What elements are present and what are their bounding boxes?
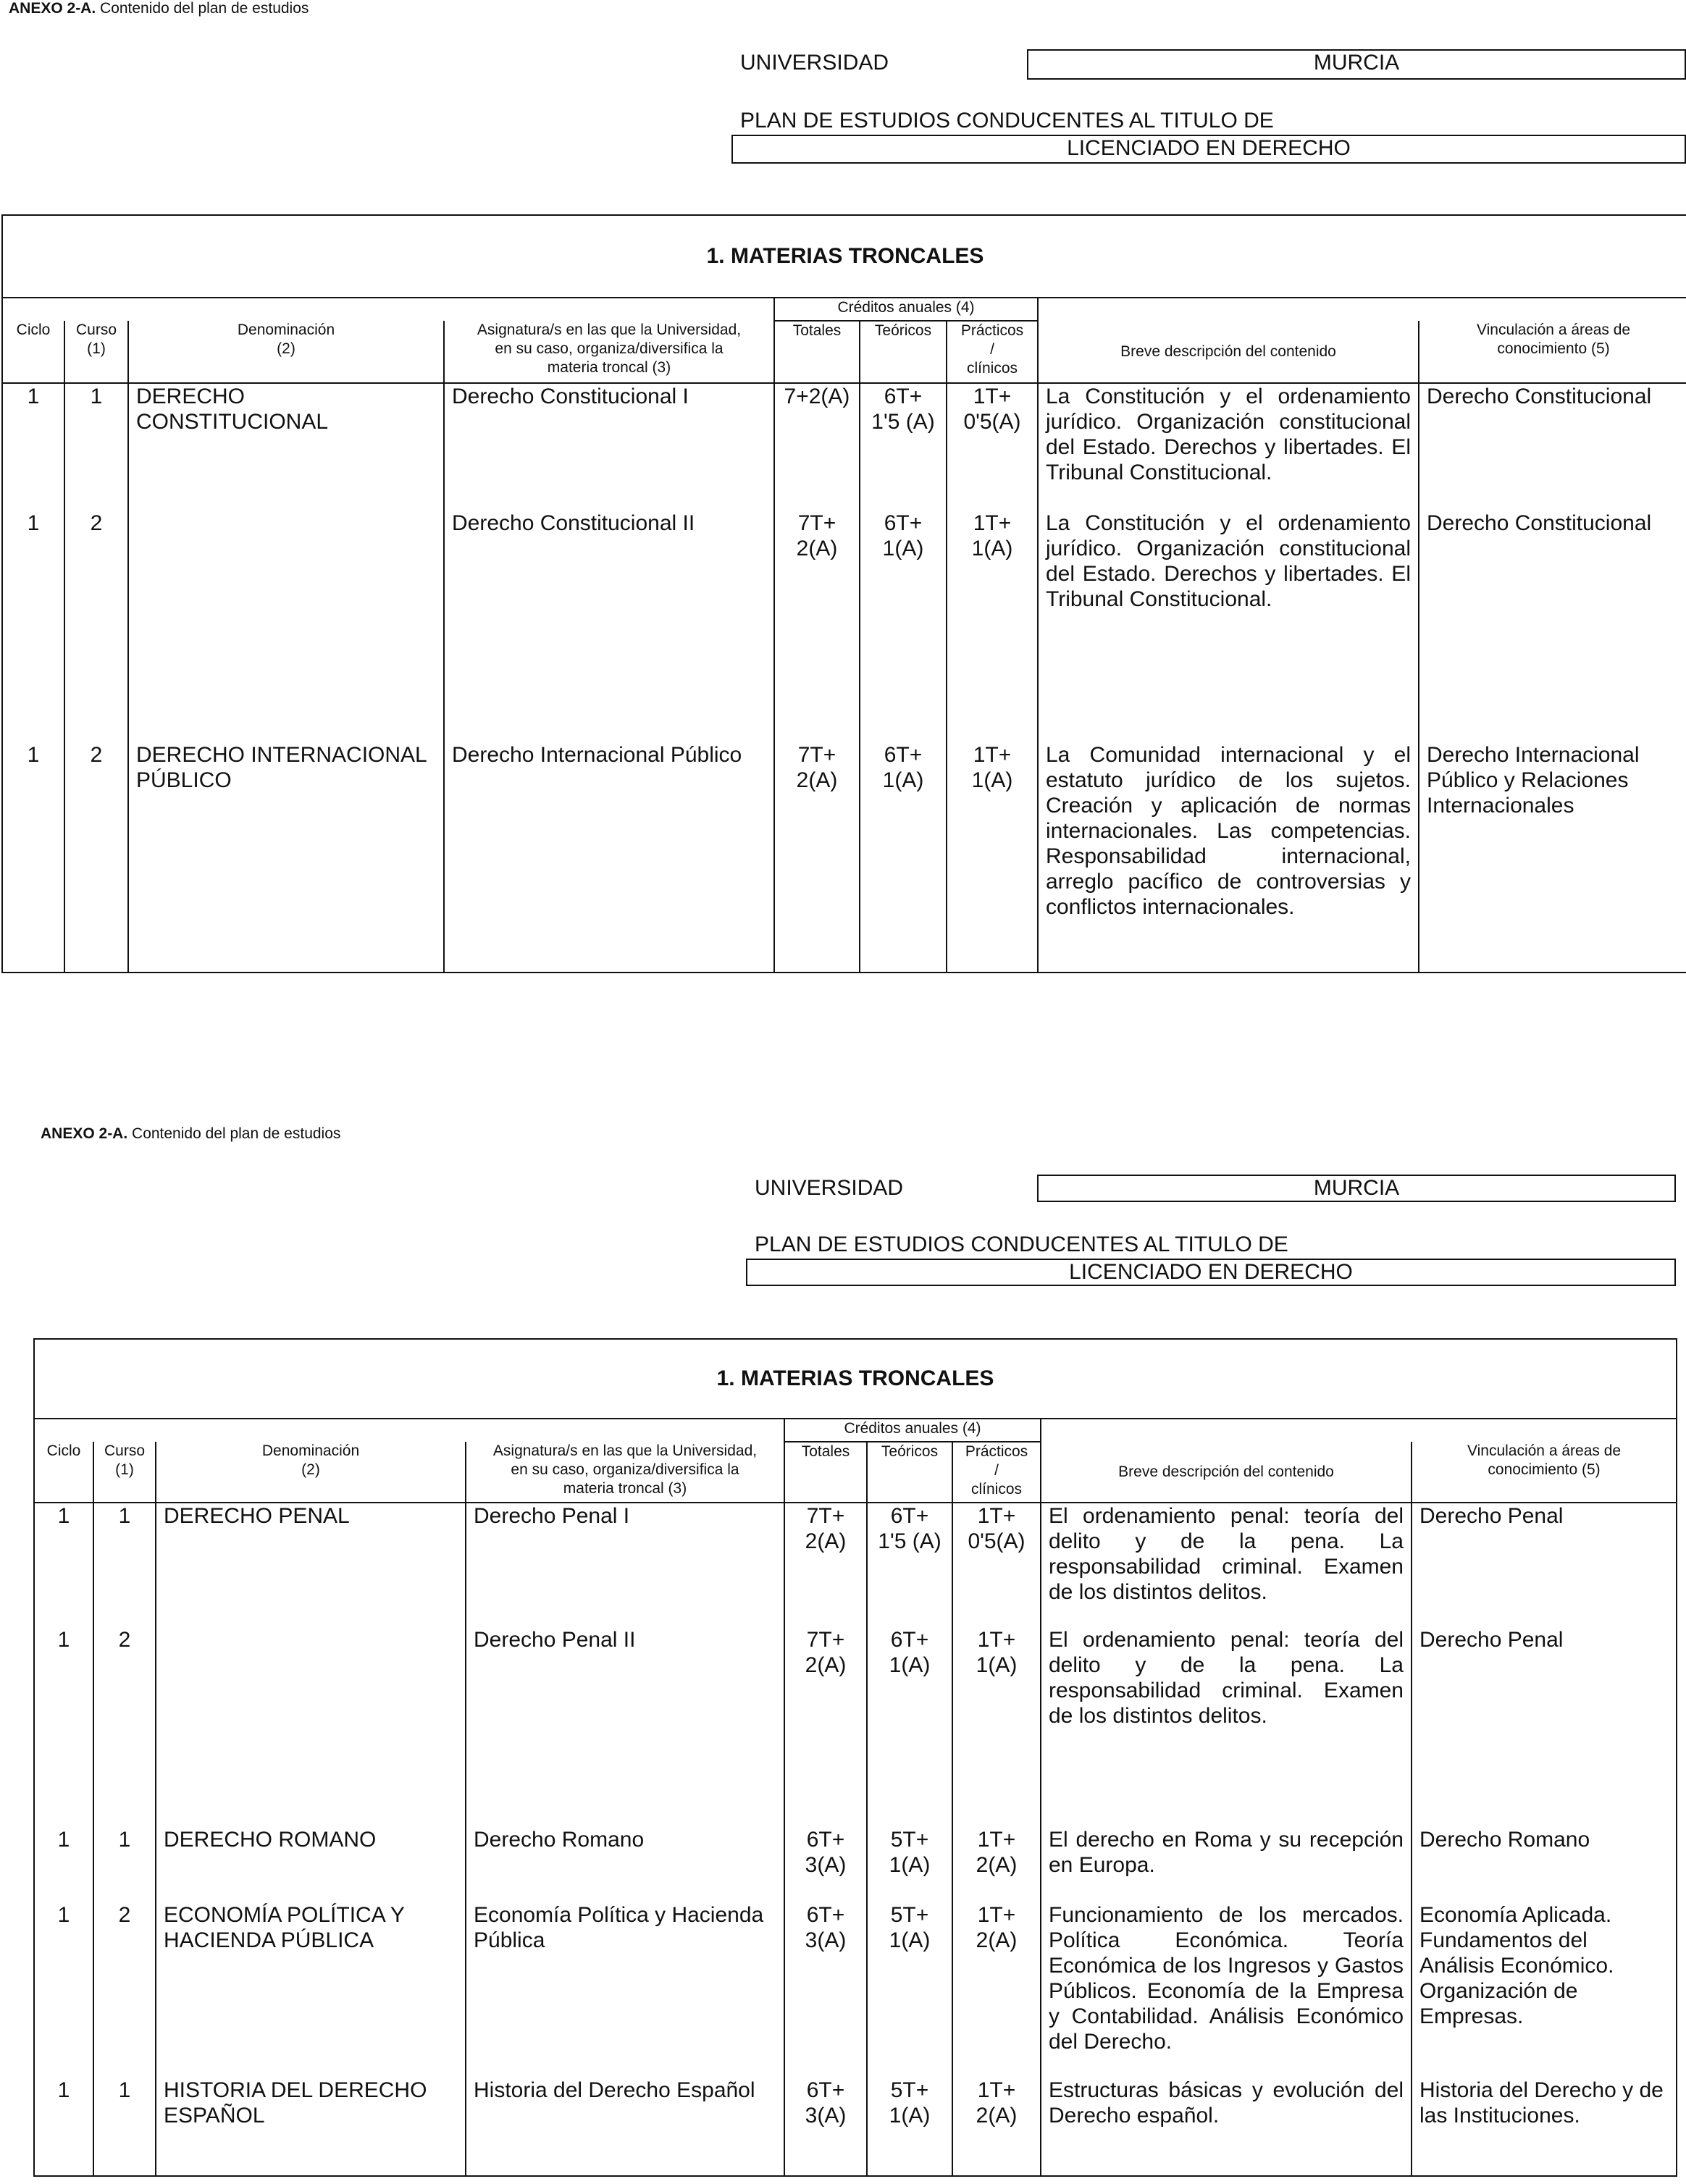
cell-descripcion: La Constitución y el ordenamiento jurídico. Organización constitucional del Estado. Derechos y libertades. El Tribunal Constitucional. — [1038, 511, 1419, 742]
cell-practicos: 1T+ 2(A) — [952, 1827, 1041, 1902]
header-denominacion: Denominación (2) — [128, 321, 444, 383]
cell-totales: 6T+ 3(A) — [784, 2078, 867, 2176]
cell-teoricos: 5T+ 1(A) — [867, 1902, 952, 2078]
table-row — [34, 1827, 1677, 1902]
cell-ciclo: 1 — [2, 511, 64, 742]
header-spacer — [34, 1419, 784, 1442]
universidad-label: UNIVERSIDAD — [755, 1176, 904, 1200]
header-totales: Totales — [774, 321, 860, 383]
cell-asignatura: Derecho Constitucional I — [444, 383, 774, 511]
cell-vinculacion: Derecho Constitucional — [1419, 383, 1686, 511]
plan-label: PLAN DE ESTUDIOS CONDUCENTES AL TITULO DE — [740, 109, 1274, 133]
cell-denominacion: DERECHO CONSTITUCIONAL — [128, 383, 444, 511]
cell-totales: 7+2(A) — [774, 383, 860, 511]
cell-ciclo: 1 — [2, 383, 64, 511]
cell-denominacion: DERECHO PENAL — [156, 1503, 466, 1627]
cell-practicos: 1T+ 0'5(A) — [947, 383, 1038, 511]
cell-descripcion: El ordenamiento penal: teoría del delito y de la pena. La responsabilidad criminal. Examen de los distintos delitos. — [1041, 1503, 1412, 1627]
cell-descripcion: Funcionamiento de los mercados. Política Económica. Teoría Económica de los Ingresos y Gastos Públicos. Economía de la Empresa y Contabilidad. Análisis Económico del Derecho. — [1041, 1902, 1412, 2078]
annex-label: ANEXO 2-A. — [41, 1125, 128, 1142]
cell-curso: 2 — [93, 1902, 156, 2078]
header-ciclo: Ciclo — [34, 1442, 93, 1503]
cell-practicos: 1T+ 1(A) — [947, 511, 1038, 742]
header-spacer — [2, 298, 774, 321]
cell-descripcion: La Constitución y el ordenamiento jurídico. Organización constitucional del Estado. Derechos y libertades. El Tribunal Constitucional. — [1038, 383, 1419, 511]
annex-heading — [41, 1125, 340, 1143]
header-descripcion: Breve descripción del contenido — [1038, 321, 1419, 383]
cell-practicos: 1T+ 0'5(A) — [952, 1503, 1041, 1627]
materias-troncales-table — [1, 214, 1686, 973]
cell-totales: 7T+ 2(A) — [774, 511, 860, 742]
header-practicos: Prácticos / clínicos — [947, 321, 1038, 383]
cell-descripcion: La Comunidad internacional y el estatuto jurídico de los sujetos. Creación y aplicación de normas internacionales. Las competencias. Responsabilidad internacional, arreglo pacífico de controversias y conflictos internacionales. — [1038, 742, 1419, 973]
cell-descripcion: El ordenamiento penal: teoría del delito y de la pena. La responsabilidad criminal. Examen de los distintos delitos. — [1041, 1627, 1412, 1827]
universidad-value: MURCIA — [1027, 49, 1686, 80]
cell-practicos: 1T+ 1(A) — [947, 742, 1038, 973]
cell-descripcion: El derecho en Roma y su recepción en Europa. — [1041, 1827, 1412, 1902]
cell-teoricos: 6T+ 1'5 (A) — [867, 1503, 952, 1627]
cell-asignatura: Derecho Internacional Público — [444, 742, 774, 973]
header-totales: Totales — [784, 1442, 867, 1503]
cell-denominacion — [156, 1627, 466, 1827]
header-spacer-right — [1041, 1419, 1677, 1442]
cell-denominacion — [128, 511, 444, 742]
cell-vinculacion: Derecho Penal — [1412, 1503, 1677, 1627]
table-row — [34, 1627, 1677, 1827]
cell-curso: 1 — [93, 1503, 156, 1627]
plan-value: LICENCIADO EN DERECHO — [746, 1259, 1676, 1286]
cell-teoricos: 5T+ 1(A) — [867, 2078, 952, 2176]
cell-ciclo: 1 — [34, 1627, 93, 1827]
header-vinculacion: Vinculación a áreas de conocimiento (5) — [1419, 321, 1686, 383]
cell-vinculacion: Economía Aplicada. Fundamentos del Análisis Económico. Organización de Empresas. — [1412, 1902, 1677, 2078]
cell-vinculacion: Historia del Derecho y de las Instituciones. — [1412, 2078, 1677, 2176]
cell-practicos: 1T+ 1(A) — [952, 1627, 1041, 1827]
header-vinculacion: Vinculación a áreas de conocimiento (5) — [1412, 1442, 1677, 1503]
cell-teoricos: 5T+ 1(A) — [867, 1827, 952, 1902]
cell-teoricos: 6T+ 1(A) — [867, 1627, 952, 1827]
cell-ciclo: 1 — [2, 742, 64, 973]
annex-text: Contenido del plan de estudios — [96, 0, 309, 17]
cell-asignatura: Derecho Penal II — [466, 1627, 784, 1827]
cell-ciclo: 1 — [34, 1827, 93, 1902]
table-title: 1. MATERIAS TRONCALES — [34, 1339, 1677, 1419]
cell-asignatura: Derecho Penal I — [466, 1503, 784, 1627]
plan-label: PLAN DE ESTUDIOS CONDUCENTES AL TITULO DE — [755, 1232, 1288, 1256]
table-row — [34, 2078, 1677, 2176]
plan-value: LICENCIADO EN DERECHO — [731, 135, 1686, 164]
cell-denominacion: DERECHO INTERNACIONAL PÚBLICO — [128, 742, 444, 973]
cell-ciclo: 1 — [34, 1503, 93, 1627]
annex-text: Contenido del plan de estudios — [127, 1125, 341, 1142]
cell-teoricos: 6T+ 1(A) — [860, 511, 947, 742]
universidad-label: UNIVERSIDAD — [740, 51, 889, 75]
header-curso: Curso (1) — [64, 321, 128, 383]
header-creditos: Créditos anuales (4) — [784, 1419, 1041, 1442]
header-teoricos: Teóricos — [860, 321, 947, 383]
header-asignatura: Asignatura/s en las que la Universidad, en su caso, organiza/diversifica la materia troncal (3) — [466, 1442, 784, 1503]
cell-teoricos: 6T+ 1(A) — [860, 742, 947, 973]
cell-curso: 1 — [64, 383, 128, 511]
cell-descripcion: Estructuras básicas y evolución del Derecho español. — [1041, 2078, 1412, 2176]
cell-curso: 2 — [64, 511, 128, 742]
materias-troncales-table — [33, 1338, 1677, 2177]
cell-practicos: 1T+ 2(A) — [952, 2078, 1041, 2176]
header-creditos: Créditos anuales (4) — [774, 298, 1038, 321]
table-row — [2, 742, 1686, 973]
annex-label: ANEXO 2-A. — [9, 0, 96, 17]
header-teoricos: Teóricos — [867, 1442, 952, 1503]
table-row — [2, 511, 1686, 742]
table-row — [34, 1902, 1677, 2078]
cell-teoricos: 6T+ 1'5 (A) — [860, 383, 947, 511]
header-asignatura: Asignatura/s en las que la Universidad, en su caso, organiza/diversifica la materia troncal (3) — [444, 321, 774, 383]
header-practicos: Prácticos / clínicos — [952, 1442, 1041, 1503]
cell-vinculacion: Derecho Internacional Público y Relaciones Internacionales — [1419, 742, 1686, 973]
cell-asignatura: Economía Política y Hacienda Pública — [466, 1902, 784, 2078]
cell-vinculacion: Derecho Penal — [1412, 1627, 1677, 1827]
header-denominacion: Denominación (2) — [156, 1442, 466, 1503]
cell-curso: 2 — [64, 742, 128, 973]
cell-totales: 7T+ 2(A) — [784, 1627, 867, 1827]
page-1 — [0, 0, 1686, 1014]
cell-denominacion: HISTORIA DEL DERECHO ESPAÑOL — [156, 2078, 466, 2176]
cell-curso: 1 — [93, 1827, 156, 1902]
header-curso: Curso (1) — [93, 1442, 156, 1503]
cell-asignatura: Derecho Romano — [466, 1827, 784, 1902]
table-title: 1. MATERIAS TRONCALES — [2, 215, 1686, 298]
header-ciclo: Ciclo — [2, 321, 64, 383]
page-2 — [0, 1115, 1686, 2184]
cell-curso: 2 — [93, 1627, 156, 1827]
cell-asignatura: Historia del Derecho Español — [466, 2078, 784, 2176]
table-row — [2, 383, 1686, 511]
cell-totales: 7T+ 2(A) — [774, 742, 860, 973]
annex-heading — [9, 0, 309, 17]
cell-asignatura: Derecho Constitucional II — [444, 511, 774, 742]
cell-denominacion: ECONOMÍA POLÍTICA Y HACIENDA PÚBLICA — [156, 1902, 466, 2078]
cell-ciclo: 1 — [34, 1902, 93, 2078]
cell-vinculacion: Derecho Constitucional — [1419, 511, 1686, 742]
cell-practicos: 1T+ 2(A) — [952, 1902, 1041, 2078]
cell-denominacion: DERECHO ROMANO — [156, 1827, 466, 1902]
cell-curso: 1 — [93, 2078, 156, 2176]
cell-totales: 6T+ 3(A) — [784, 1827, 867, 1902]
cell-totales: 6T+ 3(A) — [784, 1902, 867, 2078]
header-spacer-right — [1038, 298, 1686, 321]
cell-totales: 7T+ 2(A) — [784, 1503, 867, 1627]
table-row — [34, 1503, 1677, 1627]
header-descripcion: Breve descripción del contenido — [1041, 1442, 1412, 1503]
universidad-value: MURCIA — [1037, 1175, 1676, 1202]
cell-vinculacion: Derecho Romano — [1412, 1827, 1677, 1902]
cell-ciclo: 1 — [34, 2078, 93, 2176]
